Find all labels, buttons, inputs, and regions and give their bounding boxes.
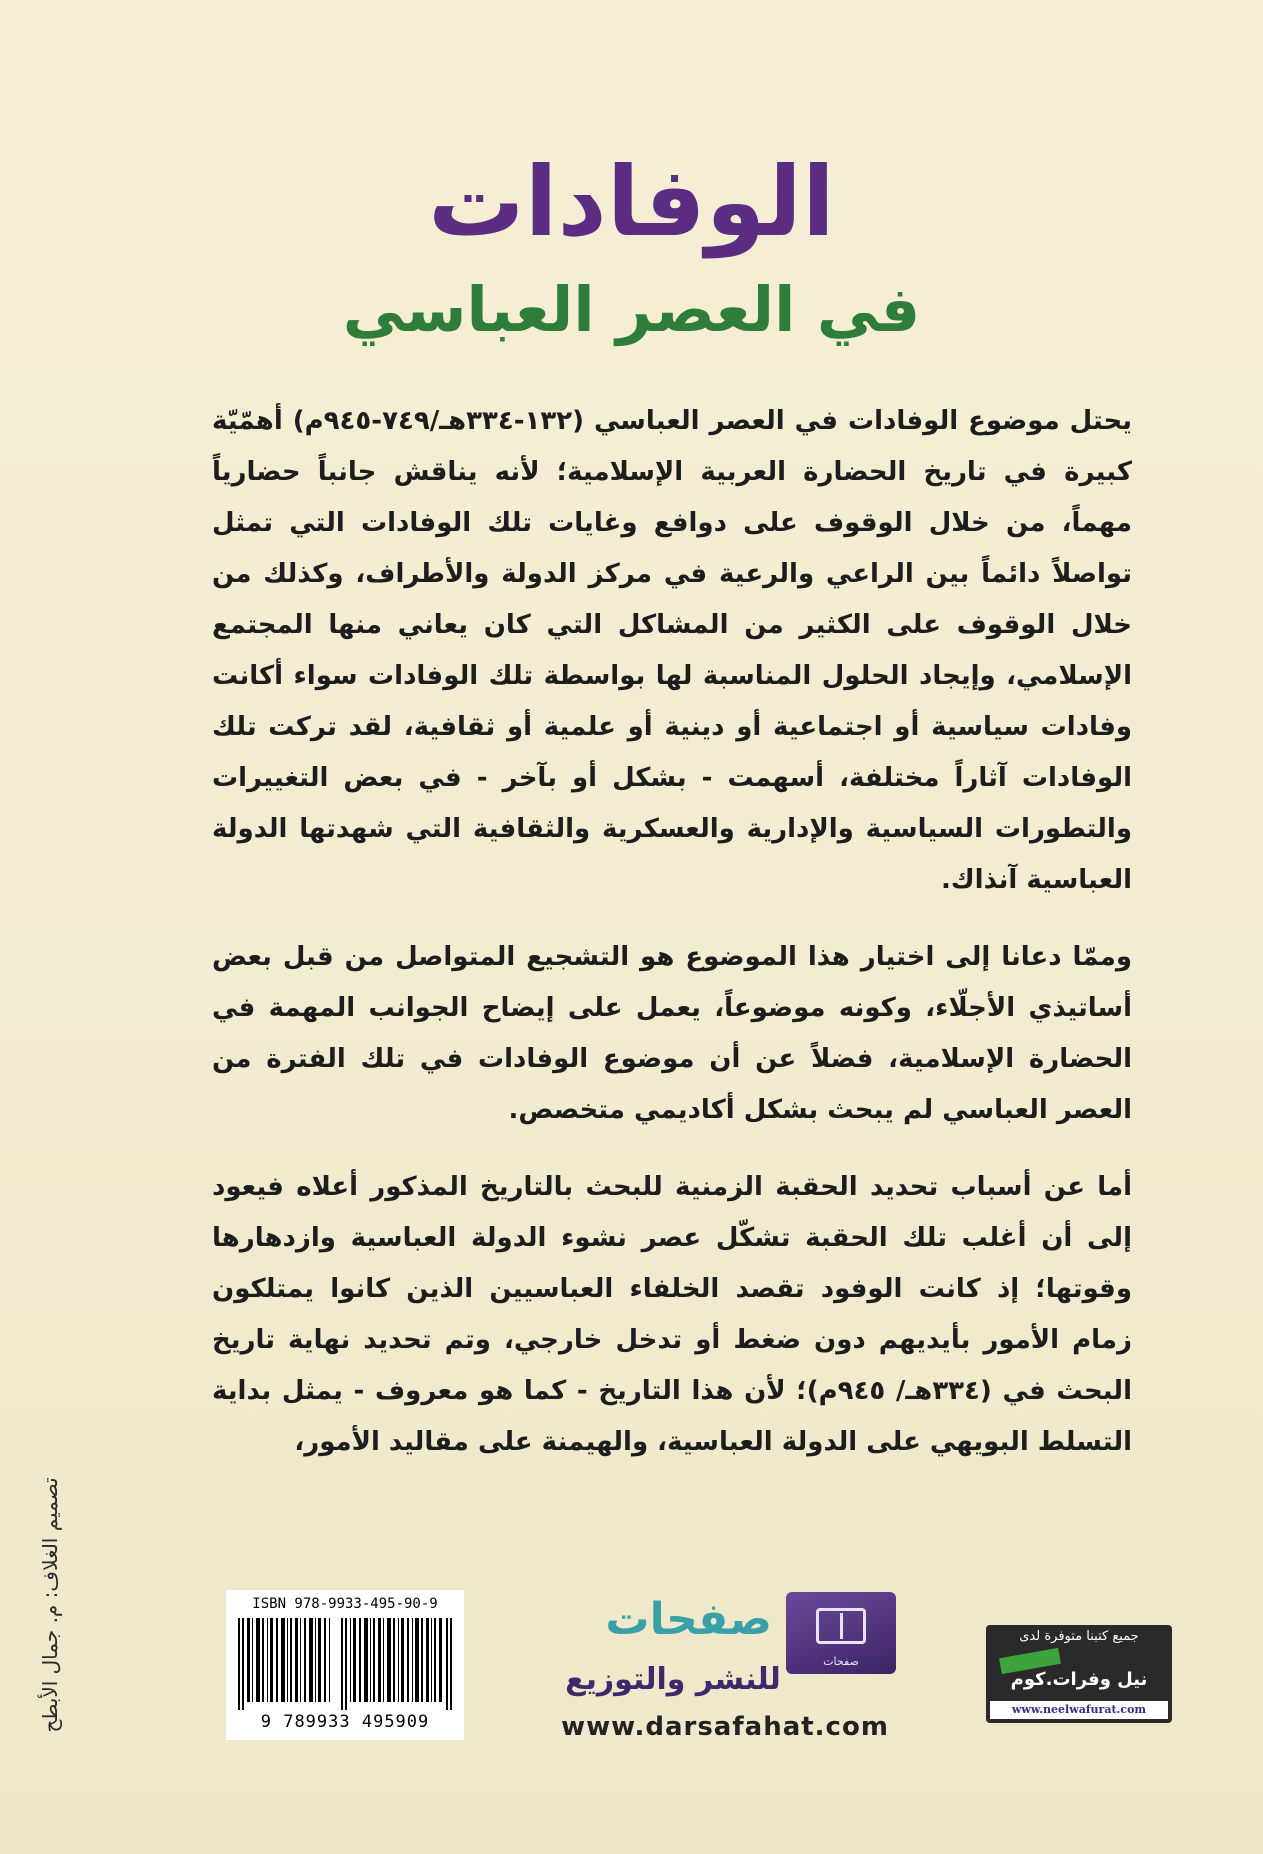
barcode-bars-icon [238,1618,452,1710]
blurb-paragraph-3: أما عن أسباب تحديد الحقبة الزمنية للبحث بالتاريخ المذكور أعلاه فيعود إلى أن أغلب تلك الحقبة تشكّل عصر نشوء الدولة العباسية وازدهارها وقوتها؛ إذ كانت الوفود تقصد الخلفاء العباسيين الذين كانوا يمتلكون زمام الأمور بأيديهم دون ضغط أو تدخل خارجي، وتم تحديد نهاية تاريخ البحث في (٣٣٤هـ/ ٩٤٥م)؛ لأن هذا التاريخ - كما هو معروف - يمثل بداية التسلط البويهي على الدولة العباسية، والهيمنة على مقاليد الأمور، [212,1172,1132,1457]
book-subtitle: في العصر العباسي [342,273,921,346]
isbn-label: ISBN 978-9933-495-90-9 [252,1596,438,1612]
publisher-logo-text: صفحات [605,1594,772,1645]
retailer-heading: جميع كتبنا متوفرة لدى [1019,1629,1139,1644]
blurb-paragraph-1: يحتل موضوع الوفادات في العصر العباسي (١٣٢-٣٣٤هـ/٧٤٩-٩٤٥م) أهمّيّة كبيرة في تاريخ الحضارة العربية الإسلامية؛ لأنه يناقش جانباً حضارياً مهماً، من خلال الوقوف على دوافع وغايات تلك الوفادات التي تمثل تواصلاً دائماً بين الراعي والرعية في مركز الدولة والأطراف، وكذلك من خلال الوقوف على الكثير من المشاكل التي كان يعاني منها المجتمع الإسلامي، وإيجاد الحلول المناسبة لها بواسطة تلك الوفادات سواء أكانت وفادات سياسية أو اجتماعية أو دينية أو علمية أو ثقافية، لقد تركت تلك الوفادات آثاراً مختلفة، أسهمت - بشكل أو بآخر - في بعض التغييرات والتطورات السياسية والإدارية والعسكرية والثقافية التي شهدتها الدولة العباسية آنذاك. [212,406,1132,895]
barcode [226,1590,464,1740]
blurb-paragraph-2: وممّا دعانا إلى اختيار هذا الموضوع هو التشجيع المتواصل من قبل بعض أساتيذي الأجلّاء، وكونه موضوعاً، يعمل على إيضاح الجوانب المهمة في الحضارة الإسلامية، فضلاً عن أن موضوع الوفادات في تلك الفترة من العصر العباسي لم يبحث بشكل أكاديمي متخصص. [212,942,1132,1125]
retailer-url: www.neelwafurat.com [990,1701,1168,1719]
designer-credit-text: تصميم الغلاف: م. جمال الأبطح [38,1477,62,1733]
publisher-url: www.darsafahat.com [561,1712,889,1742]
retailer-badge [986,1625,1172,1723]
blurb-text [212,396,1132,1494]
open-book-icon [816,1608,866,1644]
publisher-book-icon [786,1592,896,1674]
book-title: الوفادات [428,146,835,258]
retailer-name: نيل وفرات.كوم [1010,1669,1148,1690]
publisher-icon-caption: صفحات [823,1655,859,1668]
cover-designer-credit [30,1440,70,1770]
publisher-tagline: للنشر والتوزيع [565,1662,781,1697]
barcode-digits: 9 789933 495909 [260,1712,430,1732]
